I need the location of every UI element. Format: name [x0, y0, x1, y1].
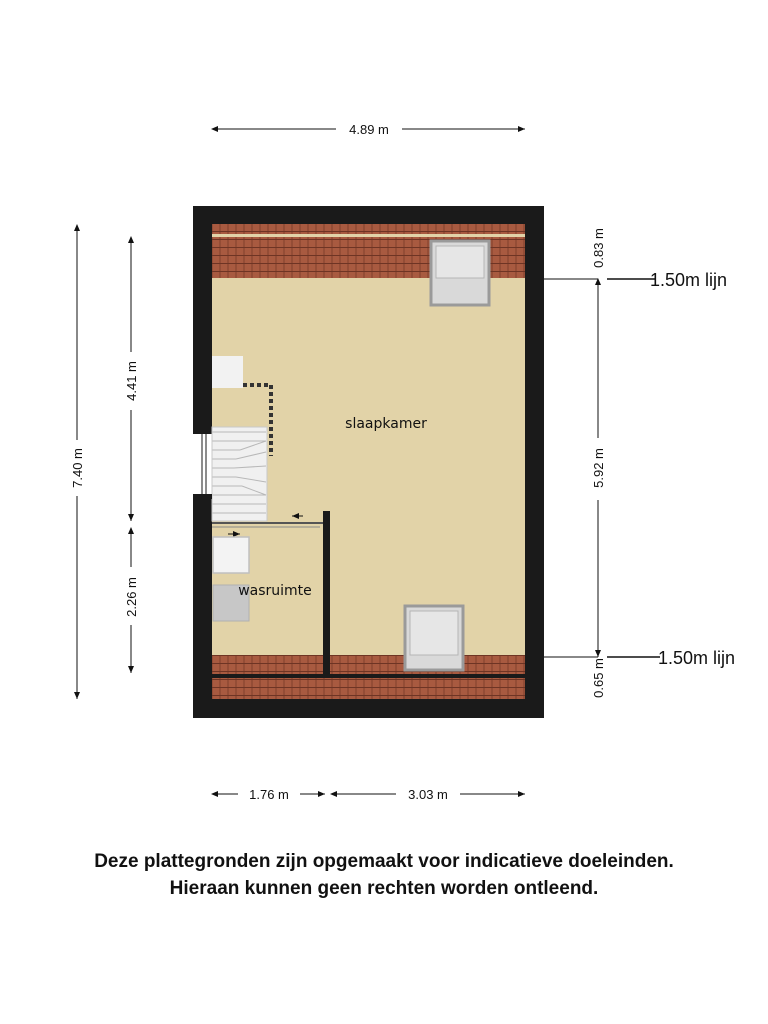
disclaimer-line-2: Hieraan kunnen geen rechten worden ontleend. — [169, 878, 599, 899]
skylight-top-inner — [436, 246, 484, 278]
skylight-bottom-inner — [410, 611, 458, 655]
dimension-left-lower — [124, 528, 139, 673]
interior-wall-vertical — [323, 511, 330, 675]
dimension-top-label: 4.89 m — [349, 122, 389, 137]
dimension-bottom-right — [331, 787, 525, 802]
dimension-left-upper — [124, 237, 139, 521]
room-label-bedroom: slaapkamer — [345, 416, 427, 432]
dimension-left-upper-label: 4.41 m — [124, 361, 139, 401]
washing-machine — [213, 537, 249, 573]
dimension-left-total-label: 7.40 m — [70, 448, 85, 488]
room-label-laundry: wasruimte — [238, 583, 312, 599]
dimension-bottom-left-label: 1.76 m — [249, 787, 289, 802]
height-line-top-label: 1.50m lijn — [650, 270, 728, 290]
interior-wall-left-lower — [193, 494, 212, 499]
roof-edge-bottom — [212, 674, 525, 678]
roof-edge-top — [212, 234, 525, 237]
disclaimer-line-1: Deze plattegronden zijn opgemaakt voor indicatieve doeleinden. — [94, 851, 674, 872]
dimension-top — [212, 122, 525, 137]
dimension-right-middle — [591, 279, 606, 657]
dimension-left-lower-label: 2.26 m — [124, 577, 139, 617]
dimension-right-top-label: 0.83 m — [591, 228, 606, 268]
cupboard-block — [212, 356, 243, 388]
height-line-bottom-label: 1.50m lijn — [658, 648, 736, 668]
dimension-bottom-left — [212, 787, 325, 802]
dimension-right-bottom-label: 0.65 m — [591, 658, 606, 698]
dimension-bottom-right-label: 3.03 m — [408, 787, 448, 802]
dimension-left-total — [70, 225, 85, 699]
dimension-right-middle-label: 5.92 m — [591, 448, 606, 488]
staircase — [212, 427, 267, 521]
